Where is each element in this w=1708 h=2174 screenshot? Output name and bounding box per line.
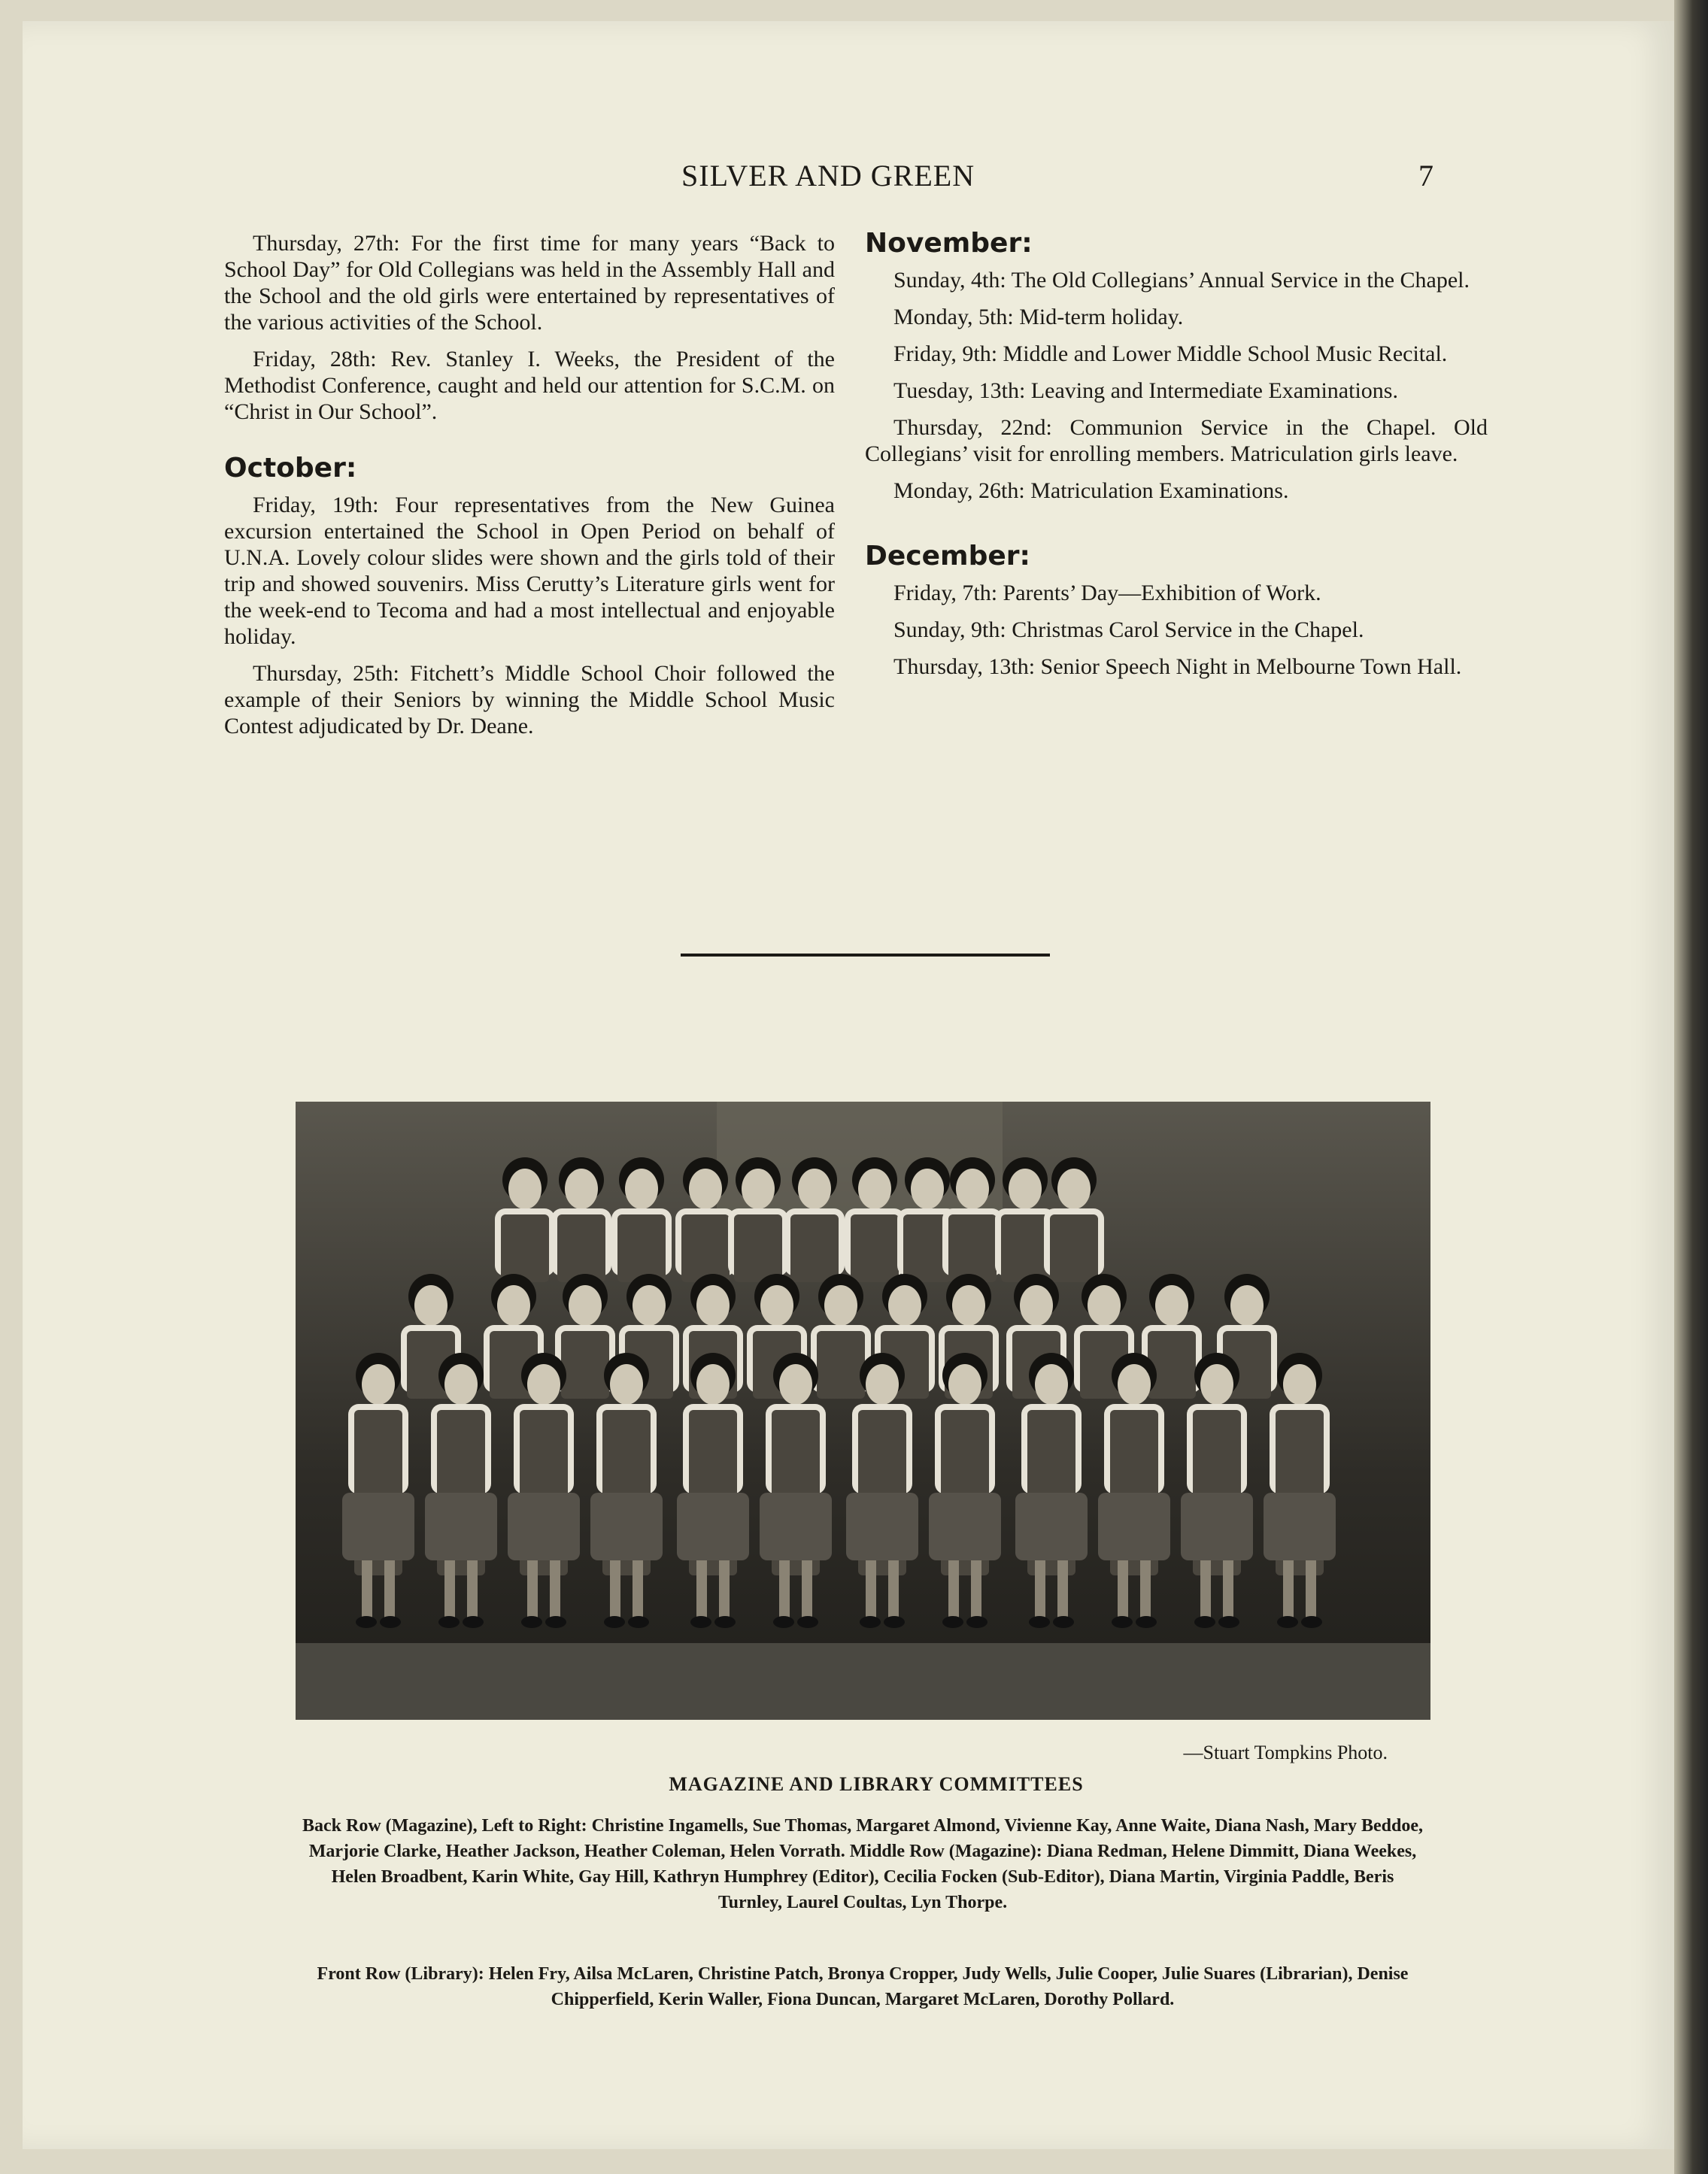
- entry-thursday-13th: Thursday, 13th: Senior Speech Night in Melbourne Town Hall.: [893, 654, 1462, 679]
- person-figure: [611, 1157, 672, 1282]
- caption-back-middle-rows: Back Row (Magazine), Left to Right: Christine Ingamells, Sue Thomas, Margaret Almond, Vivienne Kay, Anne Waite, Diana Nash, Mary Beddoe, Marjorie Clarke, Heather Jackson, Heather Coleman, Helen Vorrath. Middle Row (Magazine): Diana Redman, Helene Dimmitt, Diana Weekes, Helen Broadbent, Karin White, Gay Hill, Kathryn Humphrey (Editor), Cecilia Focken (Sub-Editor), Diana Martin, Virginia Paddle, Beris Turnley, Laurel Coultas, Lyn Thorpe.: [302, 1816, 1423, 1912]
- entry-friday-28th: Friday, 28th: Rev. Stanley I. Weeks, the President of the Methodist Conference, caught and held our attention for S.C.M. on “Christ in Our School”.: [224, 347, 835, 424]
- entry-friday-9th: Friday, 9th: Middle and Lower Middle School Music Recital.: [893, 341, 1448, 366]
- person-figure: [784, 1157, 845, 1282]
- entry-friday-7th: Friday, 7th: Parents’ Day—Exhibition of Work.: [893, 581, 1321, 605]
- entry-sunday-9th: Sunday, 9th: Christmas Carol Service in the Chapel.: [893, 617, 1364, 642]
- december-heading: December:: [865, 541, 1030, 572]
- person-figure: [551, 1157, 611, 1282]
- november-heading: November:: [865, 228, 1033, 259]
- entry-thursday-27th: Thursday, 27th: For the first time for many years “Back to School Day” for Old Collegians was held in the Assembly Hall and the School and the old girls were entertained by representatives of the various activities of the School.: [224, 231, 835, 335]
- running-title: SILVER AND GREEN: [681, 159, 975, 193]
- entry-tuesday-13th: Tuesday, 13th: Leaving and Intermediate Examinations.: [893, 378, 1398, 403]
- page-header: [23, 158, 1677, 203]
- photo-credit: —Stuart Tompkins Photo.: [1183, 1742, 1388, 1763]
- person-figure: [845, 1157, 905, 1282]
- group-photo-illustration: [296, 1102, 1430, 1720]
- magazine-page: [23, 21, 1677, 2149]
- person-figure: [728, 1157, 788, 1282]
- right-column: [865, 230, 1488, 690]
- entry-thursday-25th: Thursday, 25th: Fitchett’s Middle School Choir followed the example of their Seniors by winning the Middle School Music Contest adjudicated by Dr. Deane.: [224, 661, 835, 738]
- section-divider-rule: [681, 954, 1050, 957]
- left-column: [224, 230, 835, 750]
- group-photo: [296, 1102, 1430, 1720]
- page-number: 7: [1418, 159, 1433, 193]
- person-figure: [1044, 1157, 1104, 1282]
- caption-front-row: Front Row (Library): Helen Fry, Ailsa McLaren, Christine Patch, Bronya Cropper, Judy Wells, Julie Cooper, Julie Suares (Librarian), Denise Chipperfield, Kerin Waller, Fiona Duncan, Margaret McLaren, Dorothy Pollard.: [317, 1964, 1409, 2009]
- entry-friday-19th: Friday, 19th: Four representatives from the New Guinea excursion entertained the School in Open Period on behalf of U.N.A. Lovely colour slides were shown and the girls told of their trip and showed souvenirs. Miss Cerutty’s Literature girls went for the week-end to Tecoma and had a most intellectual and enjoyable holiday.: [224, 493, 835, 649]
- entry-sunday-4th: Sunday, 4th: The Old Collegians’ Annual Service in the Chapel.: [893, 268, 1470, 293]
- binding-edge: [1674, 0, 1708, 2174]
- person-figure: [942, 1157, 1003, 1282]
- person-figure: [495, 1157, 555, 1282]
- october-heading: October:: [224, 453, 357, 484]
- caption-title: MAGAZINE AND LIBRARY COMMITTEES: [669, 1773, 1084, 1795]
- entry-thursday-22nd: Thursday, 22nd: Communion Service in the Chapel. Old Collegians’ visit for enrolling members. Matriculation girls leave.: [865, 415, 1488, 466]
- entry-monday-26th: Monday, 26th: Matriculation Examinations.: [893, 478, 1289, 503]
- person-figure: [675, 1157, 736, 1282]
- entry-monday-5th: Monday, 5th: Mid-term holiday.: [893, 305, 1184, 329]
